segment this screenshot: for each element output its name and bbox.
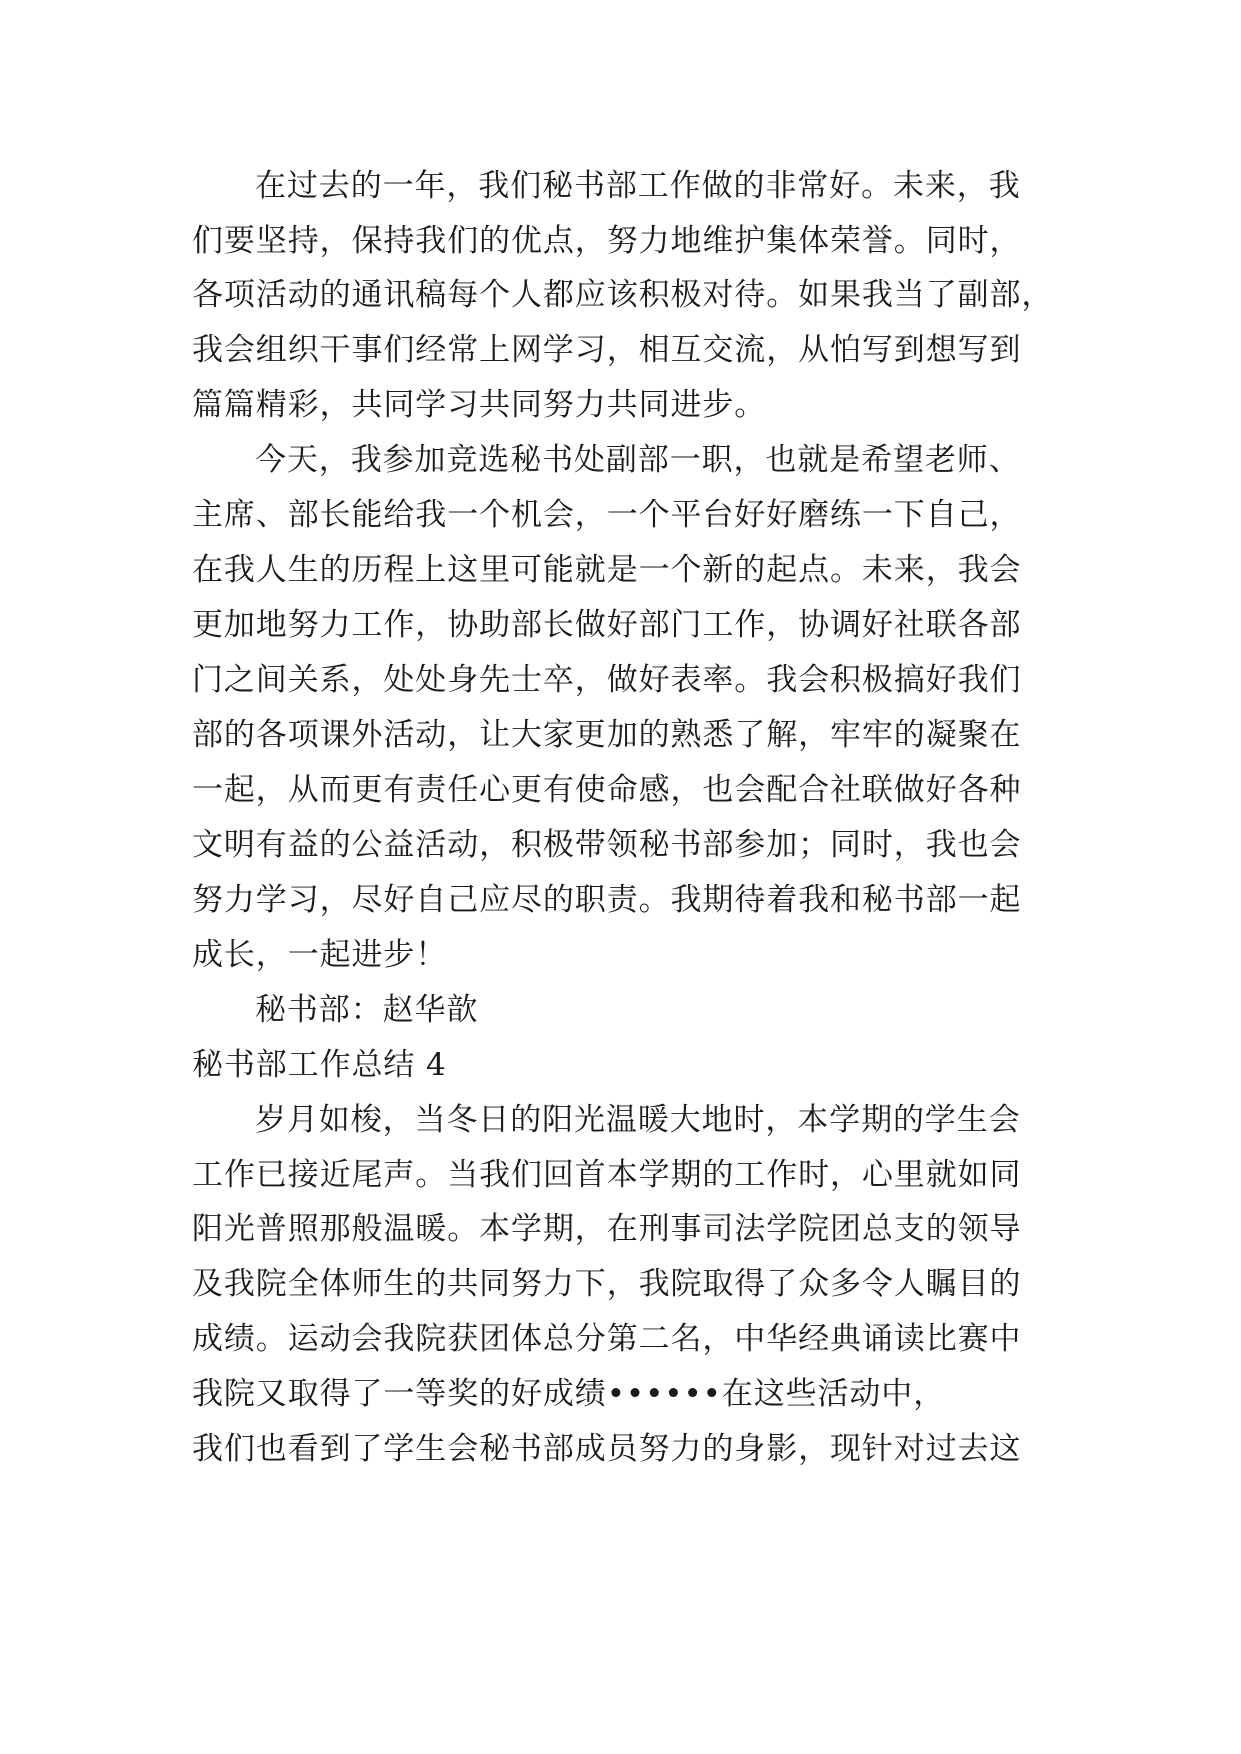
paragraph-line: 岁月如梭，当冬日的阳光温暖大地时，本学期的学生会 [255,1102,1021,1138]
paragraph-line: 门之间关系，处处身先士卒，做好表率。我会积极搞好我们 [192,662,1022,698]
paragraph-line: 篇篇精彩，共同学习共同努力共同进步。 [192,387,767,423]
paragraph-line: 一起，从而更有责任心更有使命感，也会配合社联做好各种 [192,772,1022,808]
paragraph-line: 我们也看到了学生会秘书部成员努力的身影，现针对过去这 [192,1431,1022,1467]
paragraph-line: 们要坚持，保持我们的优点，努力地维护集体荣誉。同时， [192,223,1022,259]
paragraph-line: 主席、部长能给我一个机会，一个平台好好磨练一下自己， [192,497,1022,533]
paragraph-line: 我会组织干事们经常上网学习，相互交流，从怕写到想写到 [192,332,1022,368]
paragraph-line: 今天，我参加竞选秘书处副部一职，也就是希望老师、 [255,442,1021,478]
paragraph-line: 在我人生的历程上这里可能就是一个新的起点。未来，我会 [192,552,1022,588]
paragraph-line: 工作已接近尾声。当我们回首本学期的工作时，心里就如同 [192,1157,1022,1193]
paragraph-line: 部的各项课外活动，让大家更加的熟悉了解，牢牢的凝聚在 [192,717,1022,753]
paragraph-line: 文明有益的公益活动，积极带领秘书部参加；同时，我也会 [192,827,1022,863]
paragraph-line: 在过去的一年，我们秘书部工作做的非常好。未来，我 [255,168,1021,204]
paragraph-line: 更加地努力工作，协助部长做好部门工作，协调好社联各部 [192,607,1022,643]
paragraph-line: 阳光普照那般温暖。本学期，在刑事司法学院团总支的领导 [192,1211,1022,1247]
paragraph-line: 成绩。运动会我院获团体总分第二名，中华经典诵读比赛中 [192,1321,1022,1357]
paragraph-line: 努力学习，尽好自己应尽的职责。我期待着我和秘书部一起 [192,882,1022,918]
paragraph-line: 我院又取得了一等奖的好成绩••••••在这些活动中， [192,1376,946,1412]
signature-line: 秘书部：赵华歆 [255,992,479,1028]
section-heading: 秘书部工作总结 4 [192,1047,447,1083]
paragraph-line: 各项活动的通讯稿每个人都应该积极对待。如果我当了副部， [192,277,1054,313]
paragraph-line: 及我院全体师生的共同努力下，我院取得了众多令人瞩目的 [192,1266,1022,1302]
paragraph-line: 成长，一起进步！ [192,937,448,973]
